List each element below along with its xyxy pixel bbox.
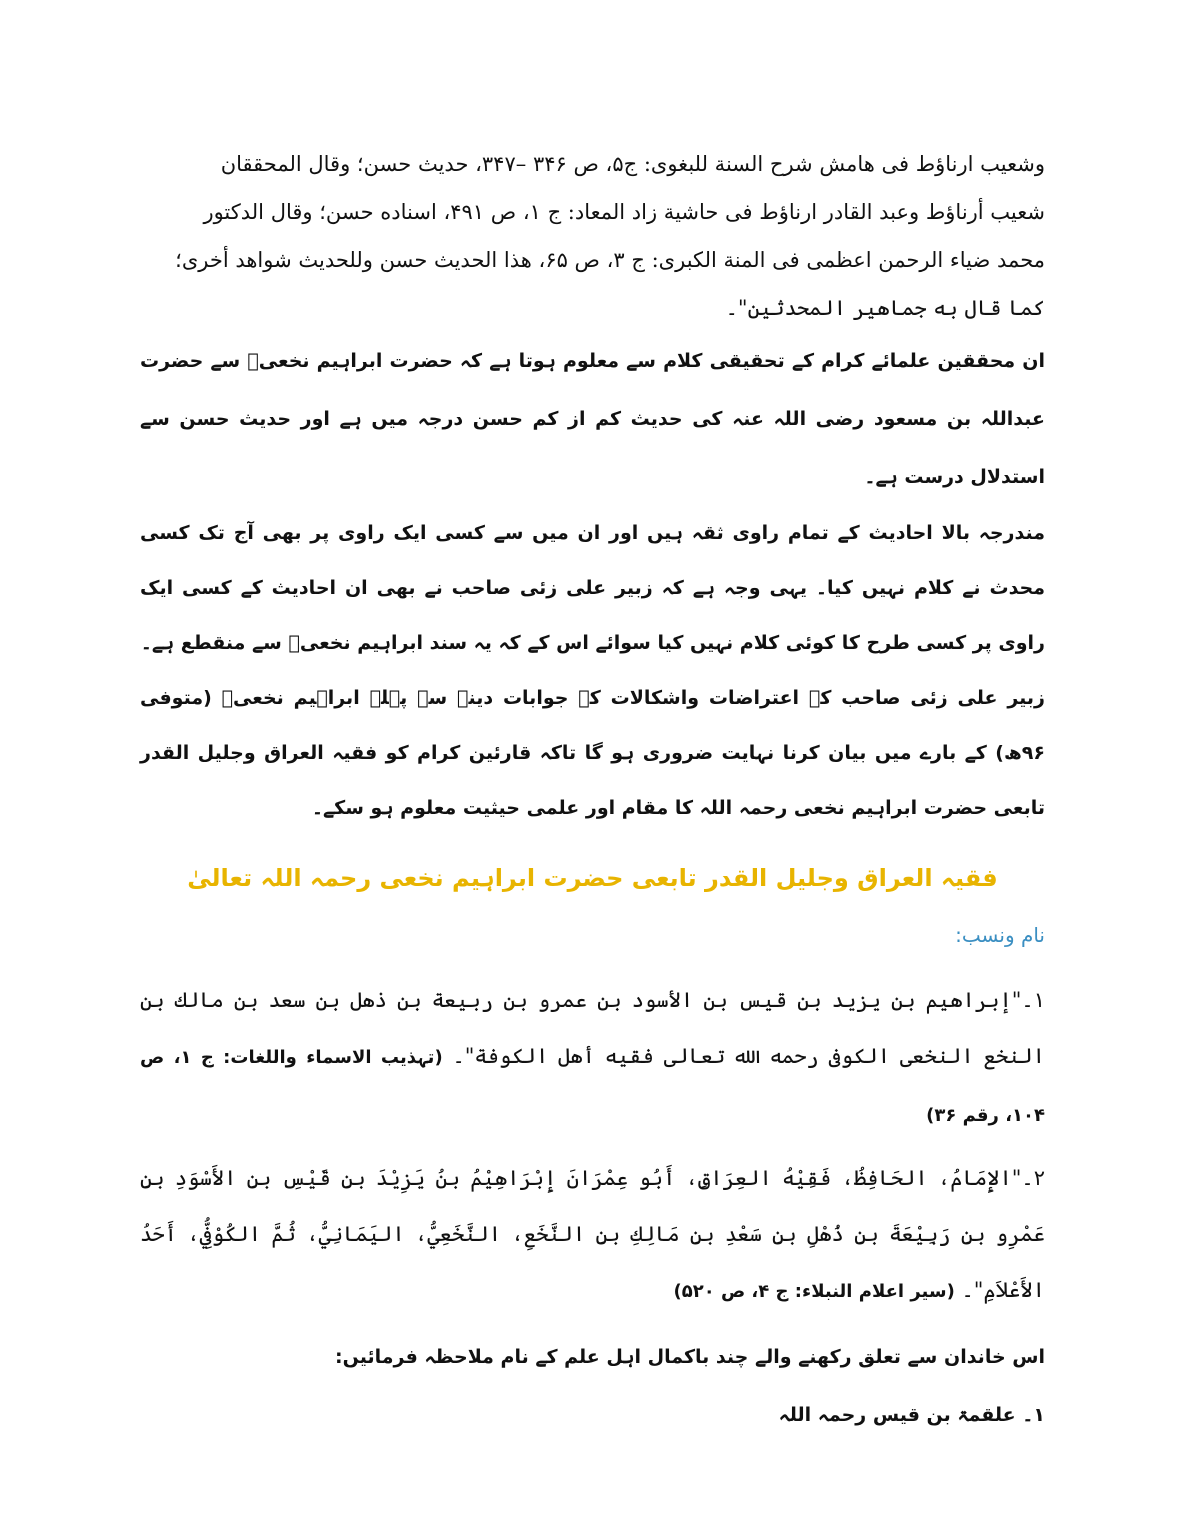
urdu-paragraph-1: ان محققین علمائے کرام کے تحقیقی کلام سے معلوم ہوتا ہے کہ حضرت ابراہیم نخعیؒ سے حضرت عبداللہ بن مسعود رضی اللہ عنہ کی حدیث کم از کم حسن درجہ میں ہے اور حدیث حسن سے استدلال درست ہے۔ [140, 350, 1045, 488]
list-item-1: ۱۔ علقمۃ بن قیس رحمہ اللہ [778, 1404, 1045, 1426]
lineage-item-2-reference: (سیر اعلام النبلاء: ج ۴، ص ۵۲۰) [673, 1281, 955, 1302]
urdu-paragraph-2: مندرجہ بالا احادیث کے تمام راوی ثقہ ہیں اور ان میں سے کسی ایک راوی پر بھی آج تک کسی محدث نے کلام نہیں کیا۔ یہی وجہ ہے کہ زبیر علی زئی صاحب نے بھی ان احادیث کے کسی ایک راوی پر کسی طرح کا کوئی کلام نہیں کیا سوائے اس کے کہ یہ سند ابراہیم نخعیؒ سے منقطع ہے۔ [140, 522, 1045, 654]
arabic-line: كما قال به جماهير المحدثين"۔ [725, 296, 1045, 320]
lineage-item-2 [140, 1150, 1045, 1320]
lineage-item-1-text: ۱۔"إبراهيم بن يزيد بن قيس بن الأسود بن عمرو بن ربيعة بن ذهل بن سعد بن مالك بن النخع النخعى الكوفى رحمه الله تعالى فقيه أهل الكوفة"۔ [140, 988, 1045, 1068]
arabic-line: شعيب أرناؤط وعبد القادر ارناؤط فى حاشية زاد المعاد: ج ۱، ص ۴۹۱، اسناده حسن؛ وقال الدكتور [203, 200, 1045, 224]
section-heading: فقیہ العراق وجلیل القدر تابعی حضرت ابراہیم نخعی رحمہ اللہ تعالیٰ [187, 864, 998, 892]
lineage-item-2-text: ۲۔"الإِمَامُ، الحَافِظُ، فَقِيْهُ العِرَاقِ، أَبُو عِمْرَانَ إِبْرَاهِيْمُ بنُ يَزِيْدَ بنِ قَيْسِ بنِ الأَسْوَدِ بنِ عَمْرِو بنِ رَبِيْعَةَ بنِ ذُهْلِ بنِ سَعْدِ بنِ مَالِكِ بنِ النَّخَعِ، النَّخَعِيُّ، اليَمَانِيُّ، ثُمَّ الكُوْفِيُّ، أَحَدُ الأَعْلاَمِ"۔ [140, 1166, 1045, 1302]
document-page [140, 140, 1045, 1444]
closing-line: اس خاندان سے تعلق رکھنے والے چند باکمال اہل علم کے نام ملاحظہ فرمائیں: [335, 1346, 1045, 1368]
lineage-item-1 [140, 972, 1045, 1144]
urdu-paragraph-3: زبیر علی زئی صاحب کے اعتراضات واشکالات کے جوابات دینے سے پہلے ابراہیم نخعیؒ (متوفی ۹۶ھ) کے بارے میں بیان کرنا نہایت ضروری ہو گا تاکہ قارئین کرام کو فقیہ العراق وجلیل القدر تابعی حضرت ابراہیم نخعی رحمہ اللہ کا مقام اور علمی حیثیت معلوم ہو سکے۔ [140, 687, 1045, 819]
lineage-item-1-reference: (تہذیب الاسماء واللغات: ج ۱، ص ۱۰۴، رقم ۳۶) [140, 1047, 1045, 1126]
arabic-line: محمد ضياء الرحمن اعظمى فى المنة الكبرى: ج ۳، ص ۶۵، هذا الحديث حسن وللحديث شواهد أخرى؛ [175, 248, 1045, 272]
arabic-line: وشعيب ارناؤط فى هامش شرح السنة للبغوى: ج۵، ص ۳۴۶ –۳۴۷، حديث حسن؛ وقال المحققان [220, 152, 1045, 176]
arabic-citation-block [140, 140, 1045, 332]
subsection-heading: نام ونسب: [955, 923, 1045, 947]
